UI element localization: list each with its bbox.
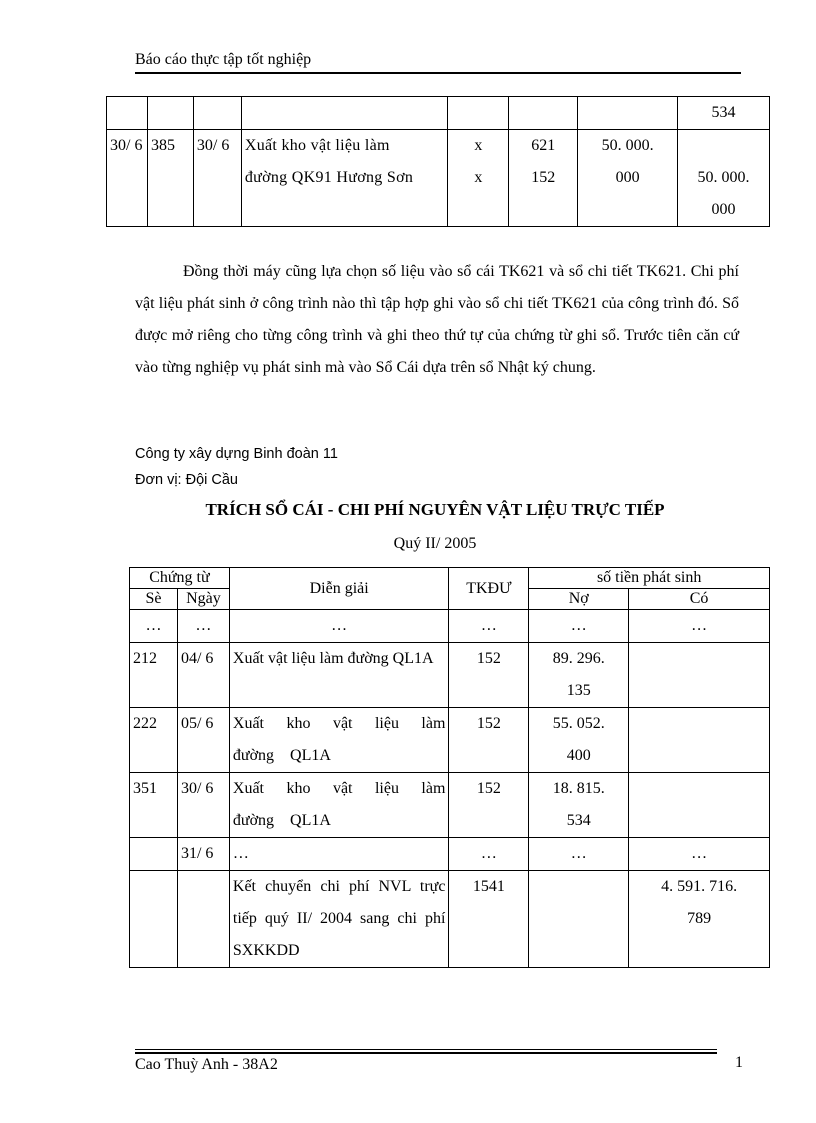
journal-continuation-table <box>106 96 770 227</box>
cell-account: 152 <box>449 643 529 708</box>
header-debit: Nợ <box>529 589 629 610</box>
table-row <box>130 610 770 643</box>
cell-account: 152 <box>449 773 529 838</box>
cell-desc: … <box>229 610 449 643</box>
header-account: TKĐƯ <box>449 568 529 610</box>
cell-credit <box>629 708 770 773</box>
header-no: Sè <box>130 589 178 610</box>
footer-author: Cao Thuỳ Anh - 38A2 <box>135 1056 278 1073</box>
mark: x <box>474 169 483 186</box>
table-row <box>130 643 770 708</box>
table-cell <box>241 130 448 227</box>
table-row <box>130 708 770 773</box>
cell-account: 1541 <box>449 871 529 968</box>
cell-desc: Xuất kho vật liệu làm đường QL1A <box>229 773 449 838</box>
header-credit: Có <box>629 589 770 610</box>
table-cell: 30/ 6 <box>107 130 148 227</box>
cell-desc: Kết chuyển chi phí NVL trực tiếp quý II/ 2004 sang chi phí SXKKDD <box>229 871 449 968</box>
cell-account: … <box>449 838 529 871</box>
cell-date <box>177 871 229 968</box>
page-number: 1 <box>735 1054 743 1071</box>
table-row <box>130 773 770 838</box>
cell-no: 351 <box>130 773 178 838</box>
company-block <box>135 441 338 493</box>
header-row <box>130 568 770 589</box>
cell-date: 04/ 6 <box>177 643 229 708</box>
company-unit: Đơn vị: Đội Cầu <box>135 472 238 488</box>
cell-no <box>130 838 178 871</box>
cell-debit: … <box>529 838 629 871</box>
cell-credit: 4. 591. 716. 789 <box>629 871 770 968</box>
cell-date: 31/ 6 <box>177 838 229 871</box>
mark: x <box>474 137 483 154</box>
ledger-title: TRÍCH SỔ CÁI - CHI PHÍ NGUYÊN VẬT LIỆU TRỰC TIẾP <box>205 500 665 519</box>
company-name: Công ty xây dựng Binh đoàn 11 <box>135 446 338 462</box>
cell-debit: 89. 296. 135 <box>529 643 629 708</box>
cell-no: 222 <box>130 708 178 773</box>
footer-divider <box>135 1049 717 1050</box>
cell-debit <box>529 871 629 968</box>
ledger-period: Quý II/ 2005 <box>393 535 477 552</box>
account-number: 152 <box>531 169 556 186</box>
table-row <box>130 871 770 968</box>
table-cell <box>448 130 509 227</box>
table-cell: 30/ 6 <box>193 130 241 227</box>
cell-desc: … <box>229 838 449 871</box>
footer-divider <box>135 1052 717 1054</box>
table-cell: 385 <box>147 130 193 227</box>
cell-debit: 18. 815. 534 <box>529 773 629 838</box>
cell-no: … <box>130 610 178 643</box>
table-row <box>107 97 770 130</box>
cell-desc: Xuất vật liệu làm đường QL1A <box>229 643 449 708</box>
header-description: Diễn giải <box>229 568 449 610</box>
cell-date: 30/ 6 <box>177 773 229 838</box>
cell-no: 212 <box>130 643 178 708</box>
account-number: 621 <box>531 137 556 154</box>
table-row <box>107 130 770 227</box>
page-header: Báo cáo thực tập tốt nghiệp <box>135 50 741 74</box>
cell-debit: 55. 052. 400 <box>529 708 629 773</box>
table-cell: 534 <box>678 97 770 130</box>
cell-account: … <box>449 610 529 643</box>
header-voucher: Chứng từ <box>130 568 230 589</box>
cell-account: 152 <box>449 708 529 773</box>
cell-debit: … <box>529 610 629 643</box>
table-cell: 50. 000. 000 <box>578 130 678 227</box>
cell-date: 05/ 6 <box>177 708 229 773</box>
cell-credit: … <box>629 610 770 643</box>
description-line: đường QK91 Hương Sơn <box>244 169 414 186</box>
description-line: Xuất kho vật liệu làm <box>244 137 390 154</box>
table-cell <box>678 130 770 227</box>
body-paragraph <box>135 256 739 384</box>
table-cell <box>509 130 578 227</box>
cell-credit <box>629 643 770 708</box>
ledger-table <box>129 567 770 968</box>
table-row <box>130 838 770 871</box>
cell-desc: Xuất kho vật liệu làm đường QL1A <box>229 708 449 773</box>
cell-date: … <box>177 610 229 643</box>
header-amount: số tiền phát sinh <box>529 568 770 589</box>
cell-no <box>130 871 178 968</box>
paragraph-text: Đồng thời máy cũng lựa chọn số liệu vào sổ cái TK621 và sổ chi tiết TK621. Chi phí vật liệu phát sinh ở công trình nào thì tập hợp ghi vào sổ chi tiết TK621 của công trình đó. Sổ được mở riêng cho từng công trình và ghi theo thứ tự của chứng từ ghi sổ. Trước tiên căn cứ vào từng nghiệp vụ phát sinh mà vào Sổ Cái dựa trên sổ Nhật ký chung. <box>135 263 739 376</box>
cell-credit <box>629 773 770 838</box>
credit-amount: 50. 000. 000 <box>697 169 750 218</box>
header-date: Ngày <box>177 589 229 610</box>
cell-credit: … <box>629 838 770 871</box>
